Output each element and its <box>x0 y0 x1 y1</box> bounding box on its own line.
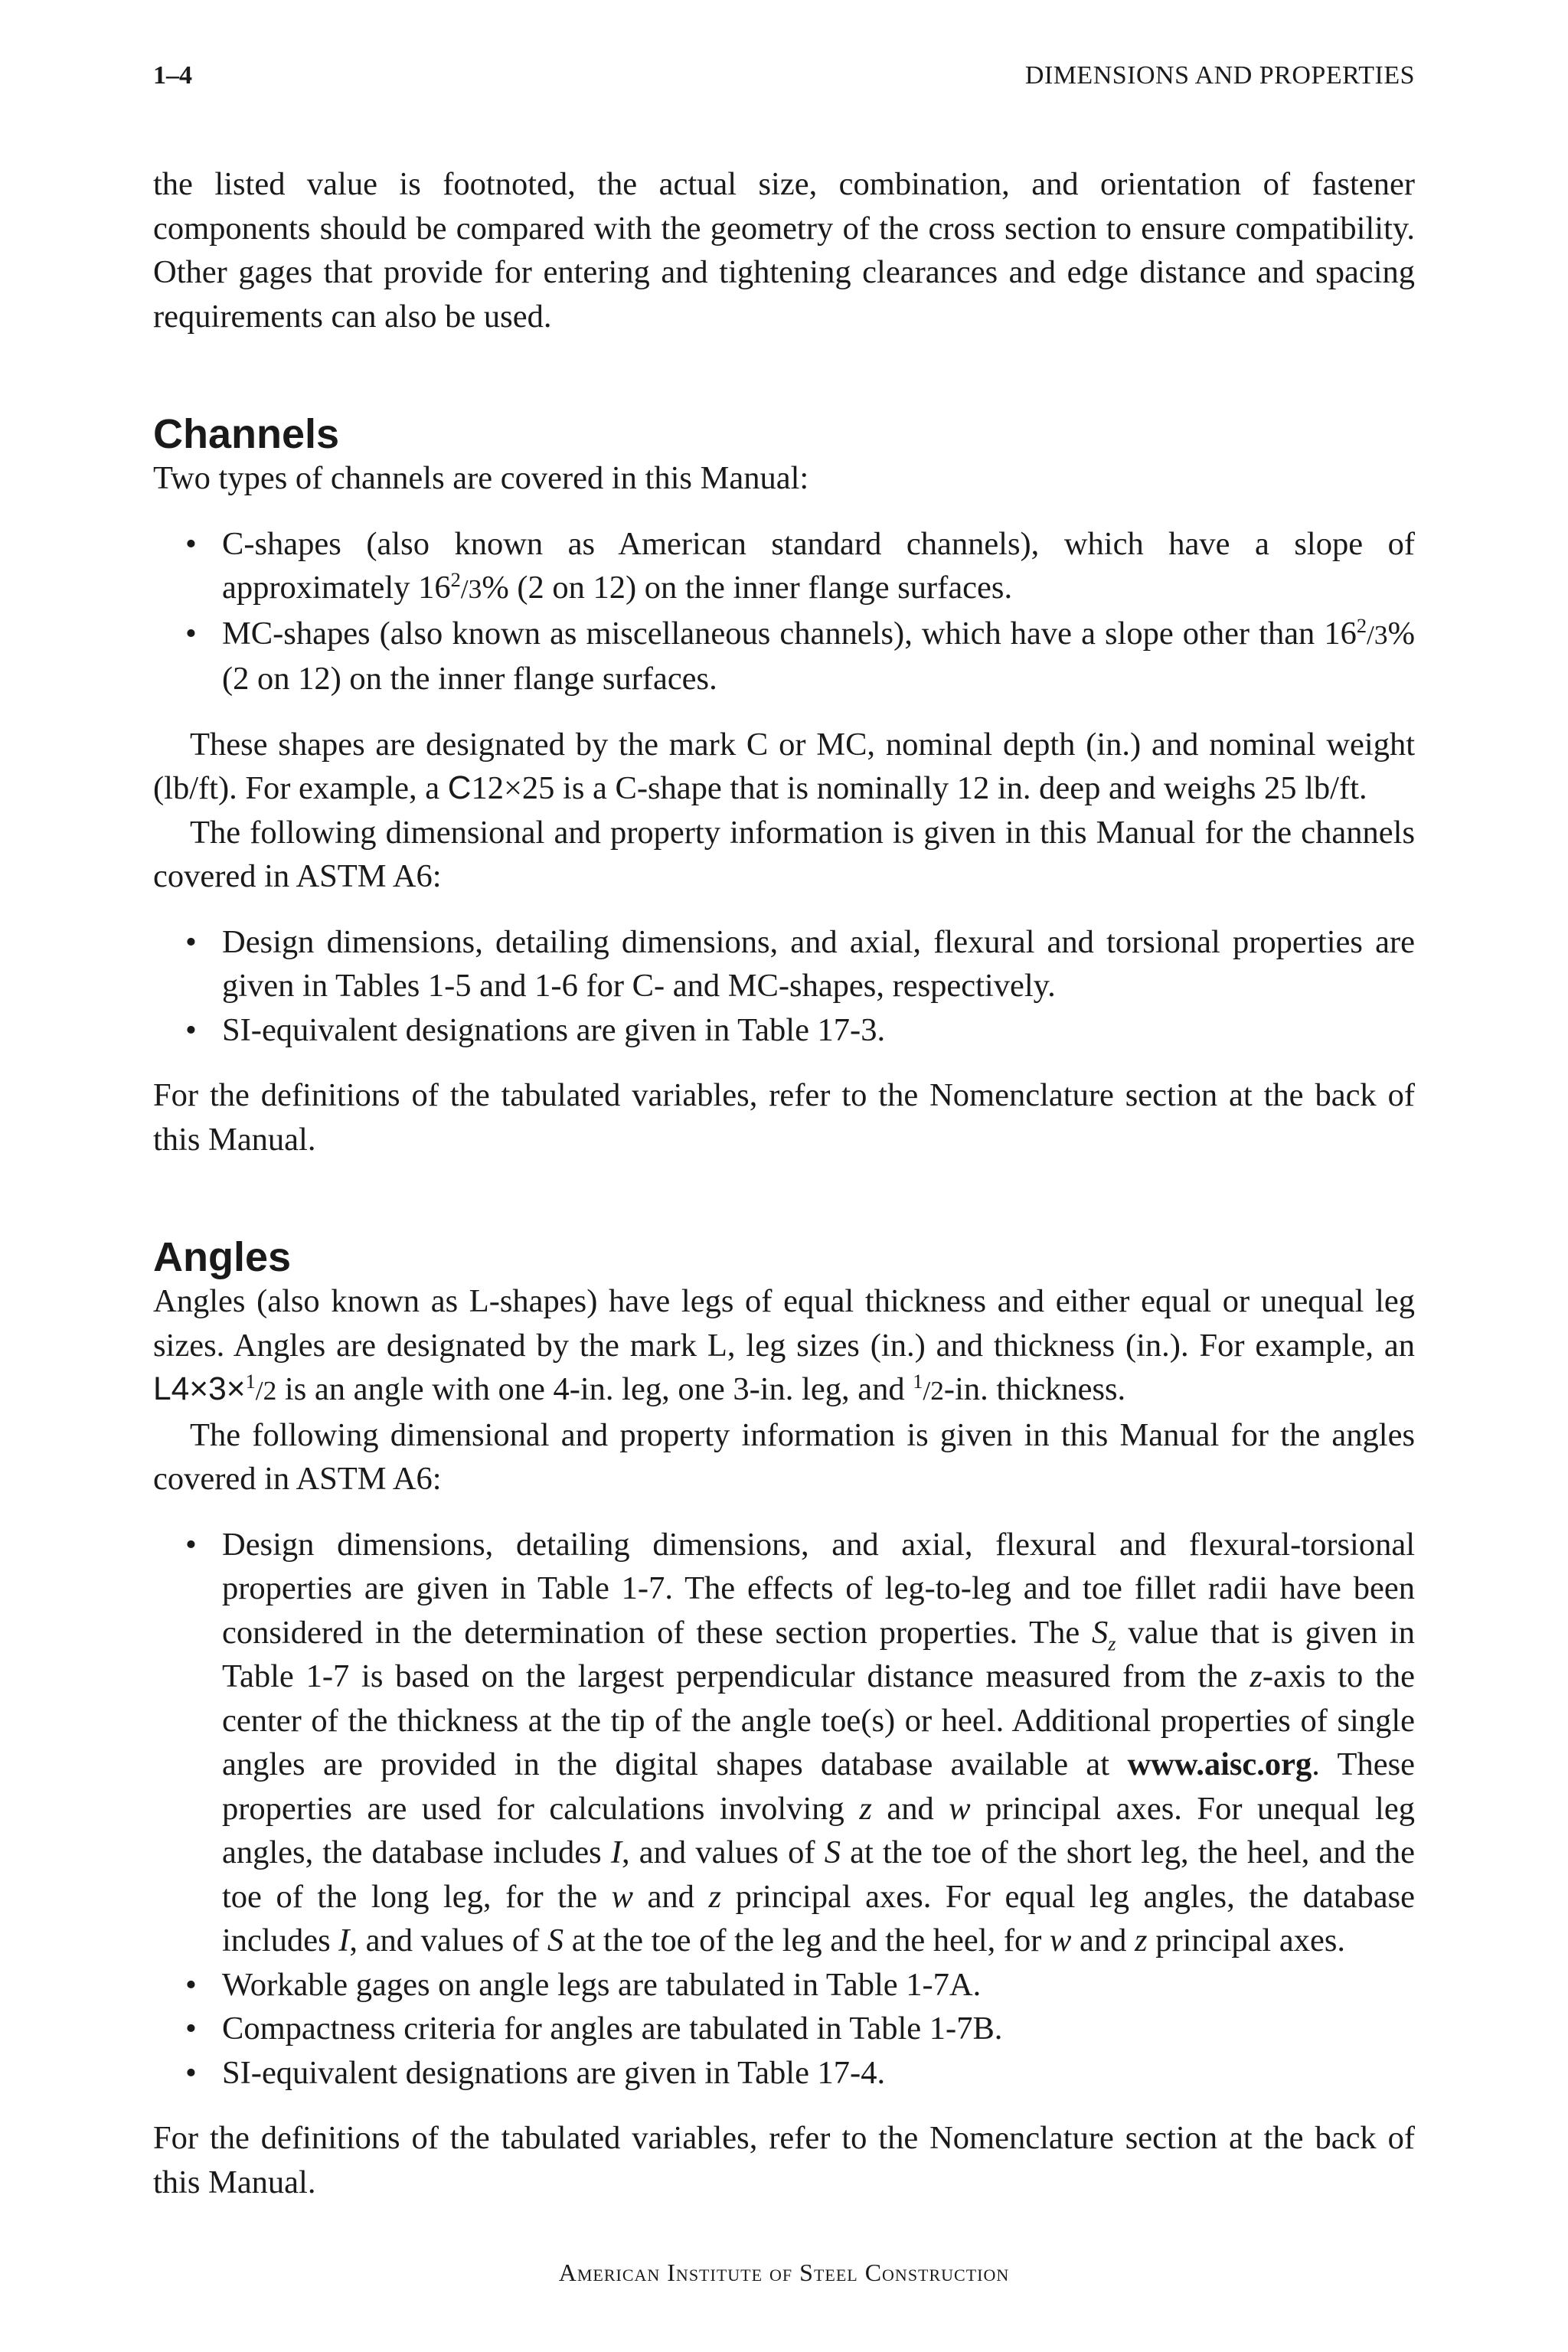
page-content <box>153 162 1415 2204</box>
channel-types-list <box>153 522 1415 701</box>
bullet-icon: • <box>185 923 197 960</box>
list-item: • Design dimensions, detailing dimensions, and axial, flexural and flexural-torsional properties are given in Table 1-7. The effects of leg-to-leg and toe fillet radii have been considered in the determination of these section properties. The $S_z$ value that is given in Table 1-7 is based on the largest perpendicular distance measured from the z-axis to the center of the thickness at the tip of the angle toe(s) or heel. Additional properties of single angles are provided in the digital shapes database available at www.aisc.org. These properties are used for calculations involving z and w principal axes. For unequal leg angles, the database includes I, and values of S at the toe of the short leg, the heel, and the toe of the long leg, for the w and z principal axes. For equal leg angles, the database includes I, and values of S at the toe of the leg and the heel, for w and z principal axes. <box>153 1523 1415 1963</box>
bullet-icon: • <box>185 2054 197 2091</box>
publisher-name: American Institute of Steel Construction <box>558 2259 1010 2286</box>
channels-designation-paragraph: These shapes are designated by the mark C or MC, nominal depth (in.) and nominal weight (lb/ft). For example, a C12×25 is a C-shape that is nominally 12 in. deep and weighs 25 lb/ft. <box>153 726 1415 806</box>
channels-closing: For the definitions of the tabulated variables, refer to the Nomenclature section at the back of this Manual. <box>153 1077 1415 1158</box>
page-footer <box>0 2259 1568 2287</box>
bullet-icon: • <box>185 2011 197 2047</box>
angle-info-list <box>153 1523 1415 2096</box>
page-number: 1–4 <box>153 61 192 90</box>
channels-info-lead: The following dimensional and property information is given in this Manual for the channels covered in ASTM A6: <box>153 814 1415 894</box>
channel-info-list <box>153 920 1415 1053</box>
angles-info-lead: The following dimensional and property information is given in this Manual for the angles covered in ASTM A6: <box>153 1416 1415 1497</box>
bullet-icon: • <box>185 1966 197 2003</box>
bullet-icon: • <box>185 1011 197 1048</box>
bullet-icon: • <box>185 1526 197 1563</box>
angles-heading: Angles <box>153 1234 292 1280</box>
list-item: • Compactness criteria for angles are tabulated in Table 1-7B. <box>153 2007 1415 2051</box>
list-item: • SI-equivalent designations are given in Table 17-4. <box>153 2051 1415 2096</box>
intro-paragraph: the listed value is footnoted, the actual size, combination, and orientation of fastener components should be compared with the geometry of the cross section to ensure compatibility. Other gages that provide for entering and tightening clearances and edge distance and spacing requirements can also be used. <box>153 166 1415 335</box>
running-title: DIMENSIONS AND PROPERTIES <box>1024 61 1415 90</box>
channels-heading: Channels <box>153 411 340 457</box>
list-item: • SI-equivalent designations are given in Table 17-3. <box>153 1008 1415 1053</box>
angles-closing: For the definitions of the tabulated variables, refer to the Nomenclature section at the back of this Manual. <box>153 2120 1415 2200</box>
angles-intro-paragraph: Angles (also known as L-shapes) have legs of equal thickness and either equal or unequal leg sizes. Angles are designated by the mark L, leg sizes (in.) and thickness (in.). For example, an L4×3×$^1$/2 is an angle with one 4-in. leg, one 3-in. leg, and $^1$/2-in. thickness. <box>153 1283 1415 1407</box>
list-item: • Workable gages on angle legs are tabulated in Table 1-7A. <box>153 1963 1415 2007</box>
list-item: • Design dimensions, detailing dimensions, and axial, flexural and torsional properties are given in Tables 1-5 and 1-6 for C- and MC-shapes, respectively. <box>153 920 1415 1008</box>
aisc-website-link[interactable]: www.aisc.org <box>1127 1746 1312 1782</box>
bullet-icon: • <box>185 525 197 562</box>
bullet-icon: • <box>185 615 197 652</box>
channels-lead: Two types of channels are covered in this Manual: <box>153 460 809 496</box>
list-item: • C-shapes (also known as American standard channels), which have a slope of approximately $16^2/3\%$ (2 on 12) on the inner flange surfaces. <box>153 522 1415 612</box>
list-item: • MC-shapes (also known as miscellaneous channels), which have a slope other than $16^2/3\%$ (2 on 12) on the inner flange surfaces. <box>153 612 1415 701</box>
page-header <box>153 57 1415 95</box>
